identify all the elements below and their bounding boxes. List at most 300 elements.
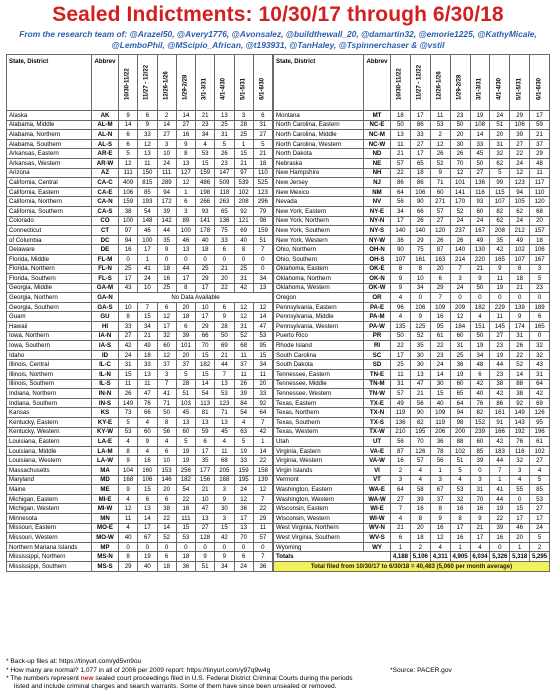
count-cell: 24 — [234, 561, 253, 571]
table-row — [7, 226, 273, 236]
count-cell: 97 — [119, 226, 138, 236]
count-cell: 4 — [119, 523, 138, 533]
state-district: Utah — [274, 437, 364, 447]
count-cell: 12 — [430, 533, 450, 543]
count-cell: 40 — [119, 533, 138, 543]
count-cell: 121 — [234, 216, 253, 226]
table-row — [7, 523, 273, 533]
table-row — [7, 485, 273, 495]
count-cell: 63 — [234, 427, 253, 437]
count-cell: 108 — [470, 120, 490, 130]
count-cell: 256 — [176, 465, 195, 475]
count-cell: 0 — [215, 542, 234, 552]
count-cell: 60 — [157, 341, 176, 351]
count-cell: 57 — [391, 389, 411, 399]
count-cell: 1 — [391, 542, 411, 552]
count-cell: 116 — [470, 187, 490, 197]
table-row — [7, 178, 273, 188]
explanation-new-word: new — [80, 675, 94, 682]
count-cell: 11 — [215, 446, 234, 456]
count-cell: 39 — [410, 494, 430, 504]
total-cell: 4,905 — [450, 552, 470, 562]
research-team-credits: From the research team of: @Arazel50, @Avery1776, @Avonsalez, @buildthewall_20, @damartin32, @emorie1225, @KathyMicale, @LemboPhil, @MScipio_African, @t193931, @TanHaley, @Tspinnerchaser & @vstil — [19, 29, 537, 50]
table-row — [274, 465, 550, 475]
count-cell: 159 — [196, 168, 215, 178]
state-district: Pennsylvania, Middle — [274, 312, 364, 322]
state-district: Wisconsin, Western — [274, 513, 364, 523]
state-district: Wisconsin, Eastern — [274, 504, 364, 514]
count-cell: 50 — [470, 283, 490, 293]
count-cell: 29 — [196, 322, 215, 332]
count-cell: 13 — [215, 418, 234, 428]
count-cell: 208 — [490, 226, 510, 236]
header-period — [510, 55, 530, 111]
abbrev: FL-M — [92, 254, 119, 264]
count-cell: 23 — [430, 350, 450, 360]
count-cell: 105 — [510, 197, 530, 207]
abbrev: CA-C — [92, 178, 119, 188]
abbrev: TN-E — [364, 370, 391, 380]
count-cell: 53 — [176, 533, 195, 543]
count-cell: 44 — [490, 494, 510, 504]
count-cell: 13 — [215, 111, 234, 121]
table-row — [274, 398, 550, 408]
count-cell: 14 — [138, 513, 157, 523]
count-cell: 98 — [450, 418, 470, 428]
count-cell: 5 — [530, 475, 550, 485]
count-cell: 160 — [138, 465, 157, 475]
count-cell: 102 — [234, 187, 253, 197]
count-cell: 24 — [234, 485, 253, 495]
count-cell: 32 — [157, 331, 176, 341]
count-cell: 140 — [450, 245, 470, 255]
count-cell: 0 — [196, 542, 215, 552]
state-district: Northern Mariana Islands — [7, 542, 92, 552]
count-cell: 4 — [391, 293, 411, 303]
count-cell: 6 — [176, 322, 195, 332]
total-cell: 5,318 — [510, 552, 530, 562]
count-cell: 40 — [234, 235, 253, 245]
state-district: Arkansas, Eastern — [7, 149, 92, 159]
state-district: Missouri, Eastern — [7, 523, 92, 533]
abbrev: MP — [92, 542, 119, 552]
left-table-header — [7, 55, 273, 111]
count-cell: 29 — [530, 149, 550, 159]
count-cell: 4 — [157, 437, 176, 447]
count-cell: 195 — [410, 427, 430, 437]
count-cell: 103 — [176, 398, 195, 408]
abbrev: KY-W — [92, 427, 119, 437]
count-cell: 7 — [253, 494, 272, 504]
count-cell: 9 — [430, 513, 450, 523]
count-cell: 13 — [138, 504, 157, 514]
table-row — [7, 446, 273, 456]
table-row — [274, 264, 550, 274]
count-cell: 15 — [430, 389, 450, 399]
abbrev: MA — [92, 465, 119, 475]
count-cell: 18 — [157, 561, 176, 571]
count-cell: 21 — [470, 523, 490, 533]
count-cell: 141 — [196, 216, 215, 226]
abbrev: TX-N — [364, 408, 391, 418]
count-cell: 271 — [430, 197, 450, 207]
state-district: New York, Western — [274, 235, 364, 245]
state-district: Virginia, Western — [274, 456, 364, 466]
count-cell: 4 — [430, 542, 450, 552]
header-state: State, District — [274, 55, 364, 111]
count-cell: 34 — [253, 360, 272, 370]
count-cell: 13 — [176, 418, 195, 428]
count-cell: 44 — [215, 360, 234, 370]
state-district: Illinois, Southern — [7, 379, 92, 389]
count-cell: 178 — [196, 226, 215, 236]
count-cell: 6 — [157, 302, 176, 312]
count-cell: 16 — [430, 523, 450, 533]
count-cell: 107 — [391, 254, 411, 264]
state-district: Louisiana, Middle — [7, 446, 92, 456]
abbrev: NJ — [364, 178, 391, 188]
abbrev: PR — [364, 331, 391, 341]
count-cell: 205 — [215, 465, 234, 475]
count-cell: 20 — [215, 274, 234, 284]
count-cell: 69 — [530, 398, 550, 408]
count-cell: 41 — [157, 389, 176, 399]
header-state: State, District — [7, 55, 92, 111]
count-cell: 35 — [410, 341, 430, 351]
count-cell: 3 — [234, 111, 253, 121]
count-cell: 1 — [450, 542, 470, 552]
count-cell: 66 — [138, 408, 157, 418]
count-cell: 60 — [176, 427, 195, 437]
table-row — [274, 187, 550, 197]
count-cell: 1 — [138, 254, 157, 264]
state-district: Texas, Western — [274, 427, 364, 437]
count-cell: 10 — [157, 456, 176, 466]
count-cell: 4 — [410, 465, 430, 475]
count-cell: 20 — [157, 485, 176, 495]
count-cell: 9 — [490, 264, 510, 274]
count-cell: 147 — [215, 168, 234, 178]
state-district: Mississippi, Southern — [7, 561, 92, 571]
count-cell: 48 — [470, 360, 490, 370]
table-row — [274, 274, 550, 284]
count-cell: 29 — [119, 561, 138, 571]
count-cell: 27 — [253, 130, 272, 140]
abbrev: MD — [92, 475, 119, 485]
count-cell: 125 — [410, 322, 430, 332]
count-cell: 82 — [410, 418, 430, 428]
count-cell: 17 — [157, 322, 176, 332]
count-cell: 29 — [410, 235, 430, 245]
abbrev: HI — [92, 322, 119, 332]
count-cell: 9 — [215, 312, 234, 322]
table-row — [7, 398, 273, 408]
count-cell: 96 — [391, 302, 411, 312]
count-cell: 109 — [430, 302, 450, 312]
count-cell: 16 — [138, 456, 157, 466]
count-cell: 15 — [196, 350, 215, 360]
state-district: Delaware — [7, 245, 92, 255]
count-cell: 102 — [530, 446, 550, 456]
header-period-label: 3/1-3/31 — [476, 77, 483, 100]
count-cell: 44 — [490, 456, 510, 466]
state-district: Maine — [7, 485, 92, 495]
abbrev: MI-E — [92, 494, 119, 504]
count-cell: 39 — [157, 206, 176, 216]
count-cell: 12 — [450, 312, 470, 322]
explanation-suffix: sealed court proceedings filed in U.S. Federal District Criminal Courts during the periods — [93, 675, 353, 682]
count-cell: 5 — [253, 139, 272, 149]
table-row — [274, 533, 550, 543]
count-cell: 43 — [119, 283, 138, 293]
table-row — [7, 283, 273, 293]
count-cell: 6 — [138, 494, 157, 504]
count-cell: 9 — [196, 552, 215, 562]
header-period-label: 1/29-2/28 — [456, 74, 463, 100]
abbrev: OH-N — [364, 245, 391, 255]
table-row — [274, 130, 550, 140]
table-row — [7, 360, 273, 370]
count-cell: 135 — [391, 322, 411, 332]
state-district: Maryland — [7, 475, 92, 485]
count-cell: 6 — [119, 130, 138, 140]
state-district: New York, Eastern — [274, 206, 364, 216]
table-row — [274, 120, 550, 130]
count-cell: 41 — [490, 485, 510, 495]
count-cell: 59 — [530, 120, 550, 130]
count-cell: 17 — [510, 513, 530, 523]
count-cell: 36 — [391, 235, 411, 245]
count-cell: 17 — [138, 245, 157, 255]
count-cell: 12 — [157, 350, 176, 360]
table-row — [7, 139, 273, 149]
page-title: Sealed Indictments: 10/30/17 through 6/30/18 — [52, 3, 504, 26]
count-cell: 38 — [510, 389, 530, 399]
count-cell: 13 — [215, 379, 234, 389]
table-row — [274, 235, 550, 245]
state-district: New York, Northern — [274, 216, 364, 226]
count-cell: 117 — [530, 178, 550, 188]
count-cell: 64 — [391, 485, 411, 495]
state-district: Nevada — [274, 197, 364, 207]
count-cell: 159 — [234, 465, 253, 475]
count-cell: 3 — [470, 475, 490, 485]
count-cell: 18 — [176, 552, 195, 562]
count-cell: 16 — [470, 504, 490, 514]
state-district: Arkansas, Western — [7, 158, 92, 168]
count-cell: 0 — [176, 542, 195, 552]
abbrev: IA-S — [92, 341, 119, 351]
count-cell: 5 — [490, 168, 510, 178]
table-row — [274, 245, 550, 255]
table-row — [274, 475, 550, 485]
count-cell: 23 — [490, 341, 510, 351]
header-period-label: 5/1-5/31 — [516, 77, 523, 100]
count-cell: 20 — [176, 302, 195, 312]
table-row — [7, 264, 273, 274]
count-cell: 27 — [119, 331, 138, 341]
count-cell: 68 — [234, 341, 253, 351]
table-row — [7, 322, 273, 332]
count-cell: 18 — [176, 312, 195, 322]
count-cell: 18 — [410, 533, 430, 543]
count-cell: 237 — [450, 226, 470, 236]
count-cell: 40 — [470, 389, 490, 399]
count-cell: 73 — [119, 408, 138, 418]
abbrev: ID — [92, 350, 119, 360]
count-cell: 29 — [253, 513, 272, 523]
abbrev: IN-N — [92, 389, 119, 399]
count-cell: 52 — [410, 331, 430, 341]
count-cell: 101 — [176, 341, 195, 351]
abbrev: VA-W — [364, 456, 391, 466]
count-cell: 42 — [234, 283, 253, 293]
count-cell: 14 — [510, 370, 530, 380]
count-cell: 97 — [234, 168, 253, 178]
abbrev: NY-S — [364, 226, 391, 236]
count-cell: 16 — [450, 504, 470, 514]
count-cell: 8 — [234, 245, 253, 255]
count-cell: 17 — [176, 274, 195, 284]
count-cell: 42 — [470, 379, 490, 389]
count-cell: 31 — [510, 331, 530, 341]
count-cell: 24 — [470, 216, 490, 226]
abbrev: IL-C — [92, 360, 119, 370]
count-cell: 32 — [490, 149, 510, 159]
count-cell: 16 — [450, 533, 470, 543]
count-cell: 64 — [530, 379, 550, 389]
count-cell: 90 — [410, 408, 430, 418]
count-cell: 68 — [530, 206, 550, 216]
count-cell: 4 — [138, 418, 157, 428]
count-cell: 62 — [490, 158, 510, 168]
count-cell: 13 — [234, 523, 253, 533]
count-cell: 86 — [410, 178, 430, 188]
state-district: Florida, Northern — [7, 264, 92, 274]
abbrev: NY-E — [364, 206, 391, 216]
count-cell: 11 — [253, 523, 272, 533]
count-cell: 0 — [234, 542, 253, 552]
count-cell: 65 — [410, 158, 430, 168]
count-cell: 13 — [253, 283, 272, 293]
header-period-label: 6/1-6/30 — [536, 77, 543, 100]
count-cell: 17 — [530, 513, 550, 523]
header-period — [470, 55, 490, 111]
count-cell: 85 — [530, 485, 550, 495]
count-cell: 22 — [176, 494, 195, 504]
abbrev: NY-N — [364, 216, 391, 226]
count-cell: 146 — [157, 475, 176, 485]
count-cell: 159 — [253, 226, 272, 236]
count-cell: 0 — [253, 254, 272, 264]
abbrev: NY-W — [364, 235, 391, 245]
state-district: Arizona — [7, 168, 92, 178]
no-data-note: No Data Available — [119, 293, 273, 303]
count-cell: 102 — [450, 446, 470, 456]
count-cell: 21 — [196, 485, 215, 495]
count-cell: 26 — [510, 341, 530, 351]
count-cell: 47 — [253, 322, 272, 332]
count-cell: 14 — [430, 370, 450, 380]
count-cell: 26 — [430, 149, 450, 159]
count-cell: 18 — [138, 350, 157, 360]
count-cell: 106 — [410, 302, 430, 312]
count-cell: 182 — [470, 302, 490, 312]
table-row — [274, 504, 550, 514]
count-cell: 60 — [470, 437, 490, 447]
count-cell: 141 — [450, 187, 470, 197]
count-cell: 24 — [430, 360, 450, 370]
count-cell: 37 — [530, 139, 550, 149]
count-cell: 57 — [391, 158, 411, 168]
count-cell: 7 — [215, 370, 234, 380]
count-cell: 14 — [196, 379, 215, 389]
count-cell: 166 — [490, 427, 510, 437]
count-cell: 33 — [138, 360, 157, 370]
count-cell: 57 — [430, 206, 450, 216]
count-cell: 50 — [470, 158, 490, 168]
count-cell: 145 — [490, 322, 510, 332]
state-district: Iowa, Northern — [7, 331, 92, 341]
count-cell: 17 — [450, 523, 470, 533]
count-cell: 110 — [253, 168, 272, 178]
abbrev: NM — [364, 187, 391, 197]
count-cell: 39 — [490, 523, 510, 533]
table-row — [274, 542, 550, 552]
count-cell: 17 — [234, 513, 253, 523]
count-cell: 46 — [510, 523, 530, 533]
count-cell: 177 — [196, 465, 215, 475]
count-cell: 18 — [391, 111, 411, 121]
state-district: Colorado — [7, 216, 92, 226]
abbrev: MT — [364, 111, 391, 121]
abbrev: GU — [92, 312, 119, 322]
count-cell: 89 — [176, 216, 195, 226]
count-cell: 11 — [234, 350, 253, 360]
count-cell: 51 — [176, 389, 195, 399]
count-cell: 42 — [119, 341, 138, 351]
right-data-table — [273, 54, 550, 572]
abbrev: WV-N — [364, 523, 391, 533]
count-cell: 36 — [234, 504, 253, 514]
table-row — [274, 485, 550, 495]
count-cell: 18 — [410, 168, 430, 178]
count-cell: 22 — [253, 456, 272, 466]
abbrev: UT — [364, 437, 391, 447]
count-cell: 4 — [215, 437, 234, 447]
count-cell: 23 — [215, 158, 234, 168]
count-cell: 94 — [157, 187, 176, 197]
count-cell: 21 — [215, 350, 234, 360]
state-district: West Virginia, Northern — [274, 523, 364, 533]
state-district: Illinois, Central — [7, 360, 92, 370]
count-cell: 54 — [176, 485, 195, 495]
state-district: Alabama, Middle — [7, 120, 92, 130]
count-cell: 19 — [490, 504, 510, 514]
count-cell: 136 — [215, 216, 234, 226]
count-cell: 815 — [138, 178, 157, 188]
count-cell: 3 — [176, 206, 195, 216]
count-cell: 70 — [470, 494, 490, 504]
count-cell: 30 — [450, 139, 470, 149]
count-cell: 37 — [234, 360, 253, 370]
count-cell: 9 — [157, 245, 176, 255]
header-period-label: 12/26-1/26 — [436, 71, 443, 100]
count-cell: 40 — [138, 561, 157, 571]
count-cell: 19 — [450, 370, 470, 380]
count-cell: 50 — [391, 331, 411, 341]
count-cell: 206 — [430, 427, 450, 437]
